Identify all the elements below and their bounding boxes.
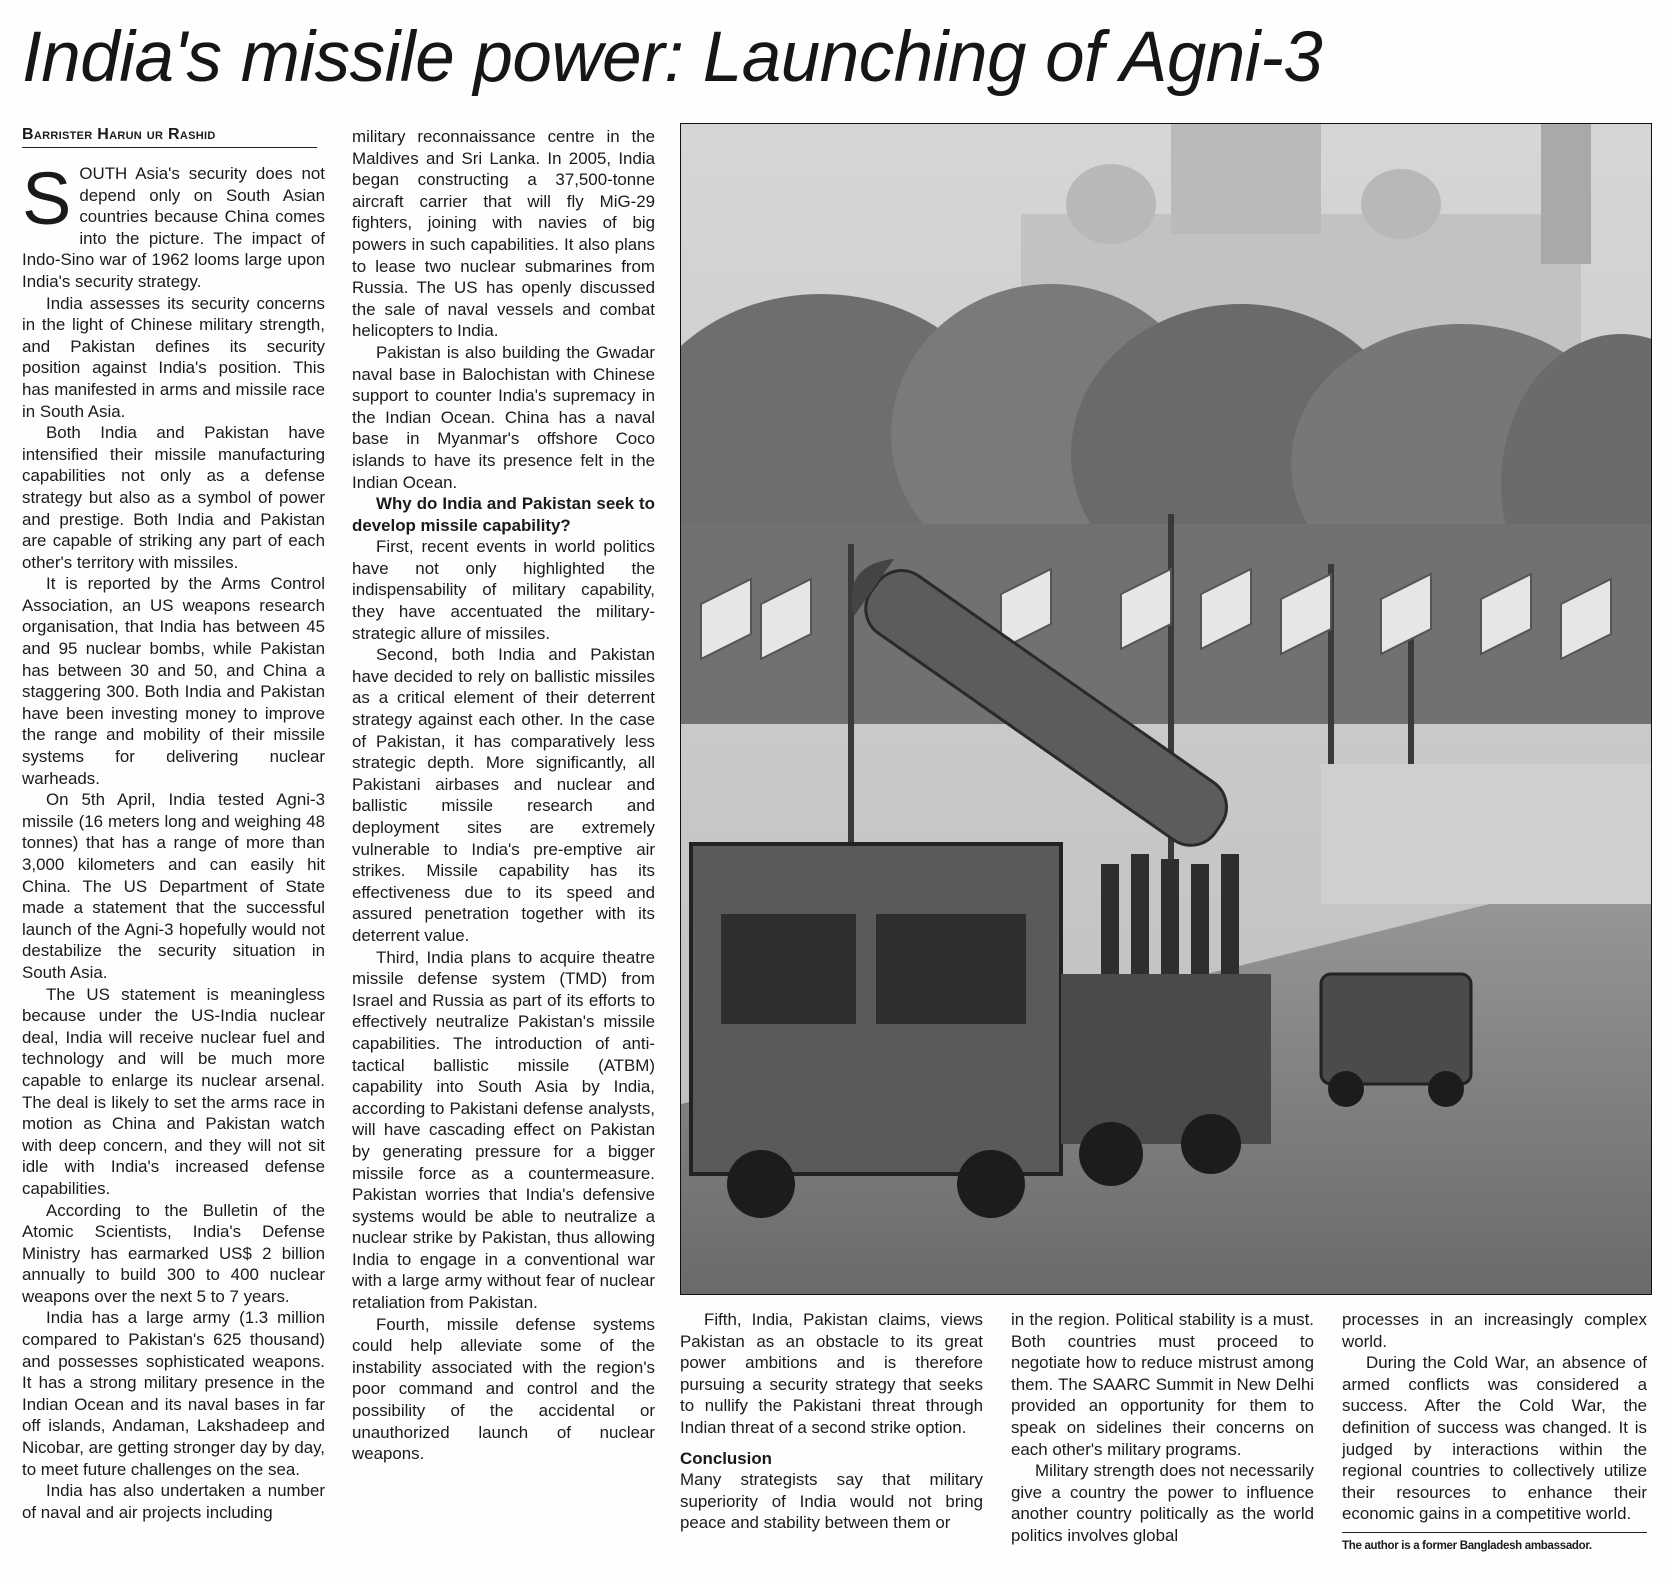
subheading-question: Why do India and Pakistan seek to develop missile capability? (352, 494, 655, 535)
column-1 (22, 157, 325, 1523)
paragraph: Many strategists say that military superiority of India would not bring peace and stability between them or (680, 1470, 983, 1533)
conclusion-heading: Conclusion (680, 1448, 772, 1468)
column-5 (1342, 1309, 1647, 1525)
paragraph: Second, both India and Pakistan have decided to rely on ballistic missiles as a critical element of their deterrent strategy against each other. In the case of Pakistan, it has comparatively less strategic depth. More significantly, all Pakistani airbases and nuclear and ballistic missile research and deployment sites are extremely vulnerable to India's pre-emptive air strikes. Missile capability has its effectiveness due to its speed and assured penetration together with its deterrent value. (352, 645, 655, 945)
column-2 (352, 126, 655, 1465)
paragraph: According to the Bulletin of the Atomic Scientists, India's Defense Ministry has earmarked US$ 2 billion annually to build 300 to 400 nuclear weapons over the next 5 to 7 years. (22, 1200, 325, 1306)
paragraph: India assesses its security concerns in the light of Chinese military strength, and Pakistan defines its security position against India's position. This has manifested in arms and missile race in South Asia. (22, 293, 325, 421)
paragraph: processes in an increasingly complex world. (1342, 1310, 1647, 1351)
paragraph: Pakistan is also building the Gwadar naval base in Balochistan with Chinese support to counter India's supremacy in the Indian Ocean. China has a naval base in Myanmar's offshore Coco islands to have its presence felt in the Indian Ocean. (352, 342, 655, 492)
paragraph: First, recent events in world politics have not only highlighted the indispensability of military capability, they have accentuated the military-strategic allure of missiles. (352, 537, 655, 643)
paragraph: Fifth, India, Pakistan claims, views Pakistan as an obstacle to its great power ambitions and is therefore pursuing a security strategy that seeks to nullify the Pakistani threat through Indian threat of a second strike option. (680, 1310, 983, 1437)
paragraph: Both India and Pakistan have intensified their missile manufacturing capabilities not only as a defense strategy but also as a symbol of power and prestige. Both India and Pakistan are capable of striking any part of each other's territory with missiles. (22, 423, 325, 572)
column-3 (680, 1309, 983, 1534)
paragraph: India has also undertaken a number of naval and air projects including (22, 1481, 325, 1522)
paragraph: It is reported by the Arms Control Association, an US weapons research organisation, that India has between 45 and 95 nuclear bombs, while Pakistan has between 30 and 50, and China a staggering 300. Both India and Pakistan have been investing money to improve the range and mobility of their missile systems for delivering nuclear warheads. (22, 574, 325, 788)
paragraph: Military strength does not necessarily give a country the power to influence another country politically as the world politics involves global (1011, 1461, 1314, 1545)
headline: India's missile power: Launching of Agni-3 (22, 18, 1323, 97)
paragraph: Fourth, missile defense systems could help alleviate some of the instability associated with the region's poor command and control and the possibility of the accidental or unauthorized launch of nuclear weapons. (352, 1314, 655, 1464)
photo-illustration (681, 124, 1651, 1294)
author-note: The author is a former Bangladesh ambassador. (1342, 1532, 1647, 1553)
byline: Barrister Harun ur Rashid (22, 126, 317, 148)
paragraph: The US statement is meaningless because under the US-India nuclear deal, India will receive nuclear fuel and technology and will be much more capable to enlarge its nuclear arsenal. The deal is likely to set the arms race in motion as China and Pakistan watch with deep concern, and they will not sit idle with India's increased defense capabilities. (22, 984, 325, 1198)
drop-cap: S (22, 157, 72, 240)
column-4 (1011, 1309, 1314, 1547)
paragraph: India has a large army (1.3 million compared to Pakistan's 625 thousand) and possesses sophisticated weapons. It has a strong military presence in the Indian Ocean and its naval bases in far off islands, Andaman, Lakshadeep and Nicobar, are getting stronger day by day, to meet future challenges on the sea. (22, 1308, 325, 1479)
missile-parade-photo (680, 123, 1652, 1295)
paragraph: in the region. Political stability is a must. Both countries must proceed to negotiate how to reduce mistrust among them. The SAARC Summit in New Delhi provided an opportunity for them to speak on sidelines their concerns on each other's military programs. (1011, 1310, 1314, 1459)
paragraph: On 5th April, India tested Agni-3 missile (16 meters long and weighing 48 tonnes) that has a range of more than 3,000 kilometers and can easily hit China. The US Department of State made a statement that the successful launch of the Agni-3 hopefully would not destabilize the security situation in South Asia. (22, 790, 325, 982)
paragraph: During the Cold War, an absence of armed conflicts was considered a success. After the Cold War, the definition of success was changed. It is judged by interactions within the regional countries to collectively utilize their resources to enhance their economic gains in a competitive world. (1342, 1353, 1647, 1524)
paragraph: SOUTH Asia's security does not depend only on South Asian countries because China comes into the picture. The impact of Indo-Sino war of 1962 looms large upon India's security strategy. (22, 157, 325, 291)
paragraph: military reconnaissance centre in the Maldives and Sri Lanka. In 2005, India began constructing a 37,500-tonne aircraft carrier that will fly MiG-29 fighters, joining with navies of big powers in such capabilities. It also plans to lease two nuclear submarines from Russia. The US has openly discussed the sale of naval vessels and combat helicopters to India. (352, 127, 655, 341)
paragraph: Third, India plans to acquire theatre missile defense system (TMD) from Israel and Russia as part of its efforts to effectively neutralize Pakistan's missile capabilities. The introduction of anti-tactical ballistic missile (ATBM) capability into South Asia by India, according to Pakistani defense analysts, will have cascading effect on Pakistan by generating pressure for a bigger missile force as a countermeasure. Pakistan worries that India's defensive systems would be able to neutralize a nuclear strike by Pakistan, thus allowing India to engage in a conventional war with a large army without fear of nuclear retaliation from Pakistan. (352, 947, 655, 1313)
